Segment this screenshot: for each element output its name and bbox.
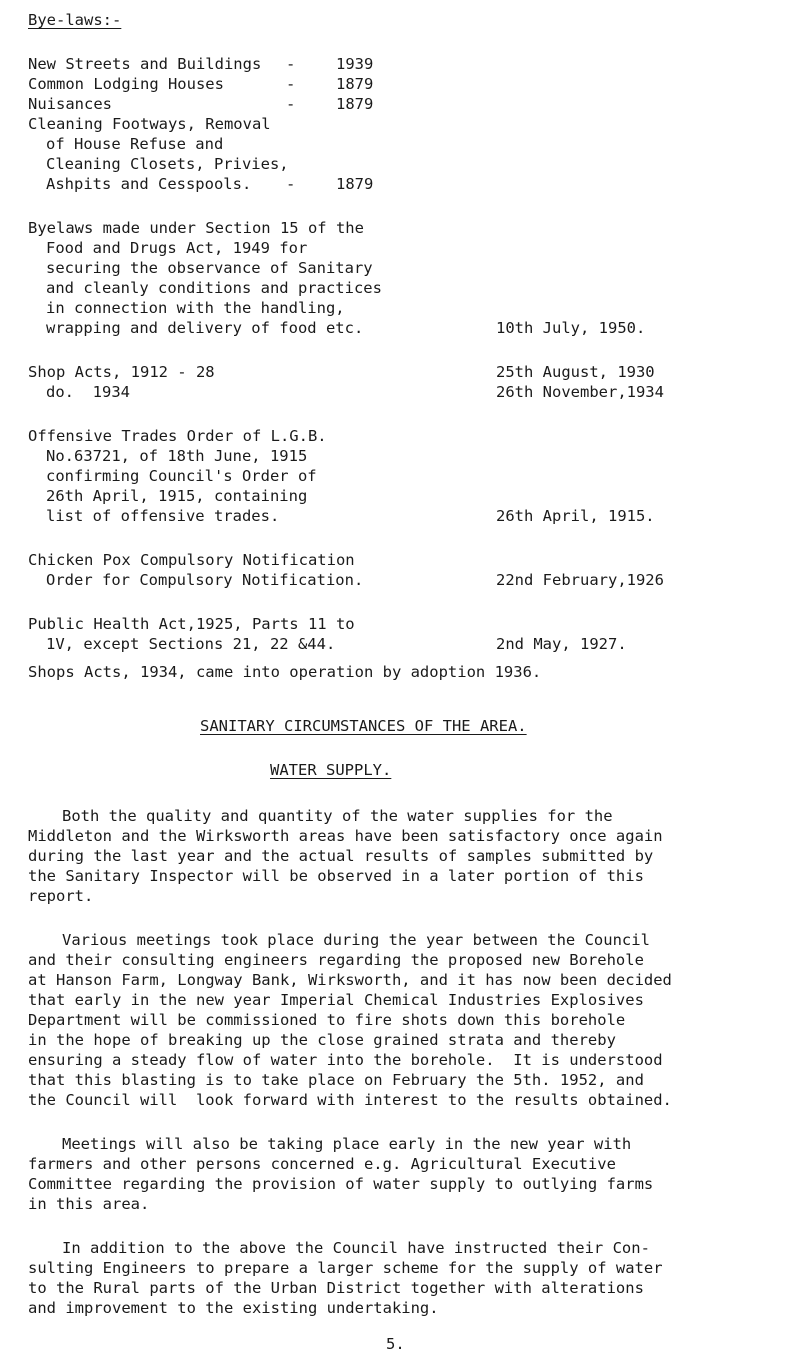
act-line: Order for Compulsory Notification.	[46, 571, 364, 589]
section-title: SANITARY CIRCUMSTANCES OF THE AREA.	[200, 717, 527, 735]
byelaw-item-label: Cleaning Footways, Removal	[28, 115, 271, 133]
act-line: Public Health Act,1925, Parts 11 to	[28, 615, 355, 633]
act-line: 26th April, 1915, containing	[46, 487, 308, 505]
paragraph-line: during the last year and the actual results of samples submitted by	[28, 847, 654, 865]
paragraph-line: and their consulting engineers regarding the proposed new Borehole	[28, 951, 644, 969]
shops-note: Shops Acts, 1934, came into operation by adoption 1936.	[28, 663, 542, 681]
subsection-title: WATER SUPPLY.	[270, 761, 392, 779]
paragraph-line: Middleton and the Wirksworth areas have been satisfactory once again	[28, 827, 663, 845]
paragraph-line: In addition to the above the Council have instructed their Con-	[62, 1239, 650, 1257]
act-date: 2nd May, 1927.	[496, 635, 627, 653]
byelaw-item-dash: -	[286, 175, 296, 193]
act-line: Byelaws made under Section 15 of the	[28, 219, 364, 237]
act-line: Shop Acts, 1912 - 28	[28, 363, 215, 381]
paragraph-line: sulting Engineers to prepare a larger scheme for the supply of water	[28, 1259, 663, 1277]
byelaw-item-label: Cleaning Closets, Privies,	[46, 155, 289, 173]
act-line: list of offensive trades.	[46, 507, 280, 525]
act-date: 10th July, 1950.	[496, 319, 646, 337]
byelaw-item-year: 1879	[336, 75, 374, 93]
paragraph-line: ensuring a steady flow of water into the borehole. It is understood	[28, 1051, 663, 1069]
paragraph-line: Meetings will also be taking place early in the new year with	[62, 1135, 632, 1153]
act-line: Offensive Trades Order of L.G.B.	[28, 427, 327, 445]
paragraph-line: Department will be commissioned to fire shots down this borehole	[28, 1011, 626, 1029]
byelaw-item-year: 1879	[336, 175, 374, 193]
act-line: securing the observance of Sanitary	[46, 259, 373, 277]
act-date: 25th August, 1930	[496, 363, 655, 381]
paragraph-line: Both the quality and quantity of the water supplies for the	[62, 807, 613, 825]
paragraph-line: the Council will look forward with interest to the results obtained.	[28, 1091, 672, 1109]
byelaw-item-year: 1939	[336, 55, 374, 73]
paragraph-line: to the Rural parts of the Urban District together with alterations	[28, 1279, 644, 1297]
act-line: Food and Drugs Act, 1949 for	[46, 239, 308, 257]
paragraph-line: the Sanitary Inspector will be observed in a later portion of this	[28, 867, 644, 885]
act-line: do. 1934	[46, 383, 130, 401]
byelaw-item-dash: -	[286, 75, 296, 93]
byelaw-item-label: Nuisances	[28, 95, 112, 113]
byelaw-item-label: of House Refuse and	[46, 135, 224, 153]
act-date: 26th April, 1915.	[496, 507, 655, 525]
paragraph-line: Various meetings took place during the year between the Council	[62, 931, 650, 949]
act-line: wrapping and delivery of food etc.	[46, 319, 364, 337]
byelaw-item-year: 1879	[336, 95, 374, 113]
paragraph-line: that early in the new year Imperial Chemical Industries Explosives	[28, 991, 644, 1009]
byelaw-item-label: New Streets and Buildings	[28, 55, 262, 73]
paragraph-line: farmers and other persons concerned e.g. Agricultural Executive	[28, 1155, 616, 1173]
byelaw-item-label: Common Lodging Houses	[28, 75, 224, 93]
act-line: in connection with the handling,	[46, 299, 345, 317]
paragraph-line: report.	[28, 887, 94, 905]
paragraph-line: and improvement to the existing undertaking.	[28, 1299, 439, 1317]
paragraph-line: in this area.	[28, 1195, 150, 1213]
byelaws-heading: Bye-laws:-	[28, 11, 122, 29]
page-number: 5.	[386, 1335, 405, 1353]
act-date: 26th November,1934	[496, 383, 664, 401]
act-line: Chicken Pox Compulsory Notification	[28, 551, 355, 569]
byelaw-item-dash: -	[286, 95, 296, 113]
act-date: 22nd February,1926	[496, 571, 664, 589]
byelaw-item-dash: -	[286, 55, 296, 73]
paragraph-line: at Hanson Farm, Longway Bank, Wirksworth, and it has now been decided	[28, 971, 672, 989]
paragraph-line: that this blasting is to take place on February the 5th. 1952, and	[28, 1071, 644, 1089]
act-line: confirming Council's Order of	[46, 467, 317, 485]
paragraph-line: in the hope of breaking up the close grained strata and thereby	[28, 1031, 616, 1049]
byelaw-item-label: Ashpits and Cesspools.	[46, 175, 252, 193]
paragraph-line: Committee regarding the provision of water supply to outlying farms	[28, 1175, 654, 1193]
act-line: No.63721, of 18th June, 1915	[46, 447, 308, 465]
act-line: and cleanly conditions and practices	[46, 279, 382, 297]
act-line: 1V, except Sections 21, 22 &44.	[46, 635, 336, 653]
